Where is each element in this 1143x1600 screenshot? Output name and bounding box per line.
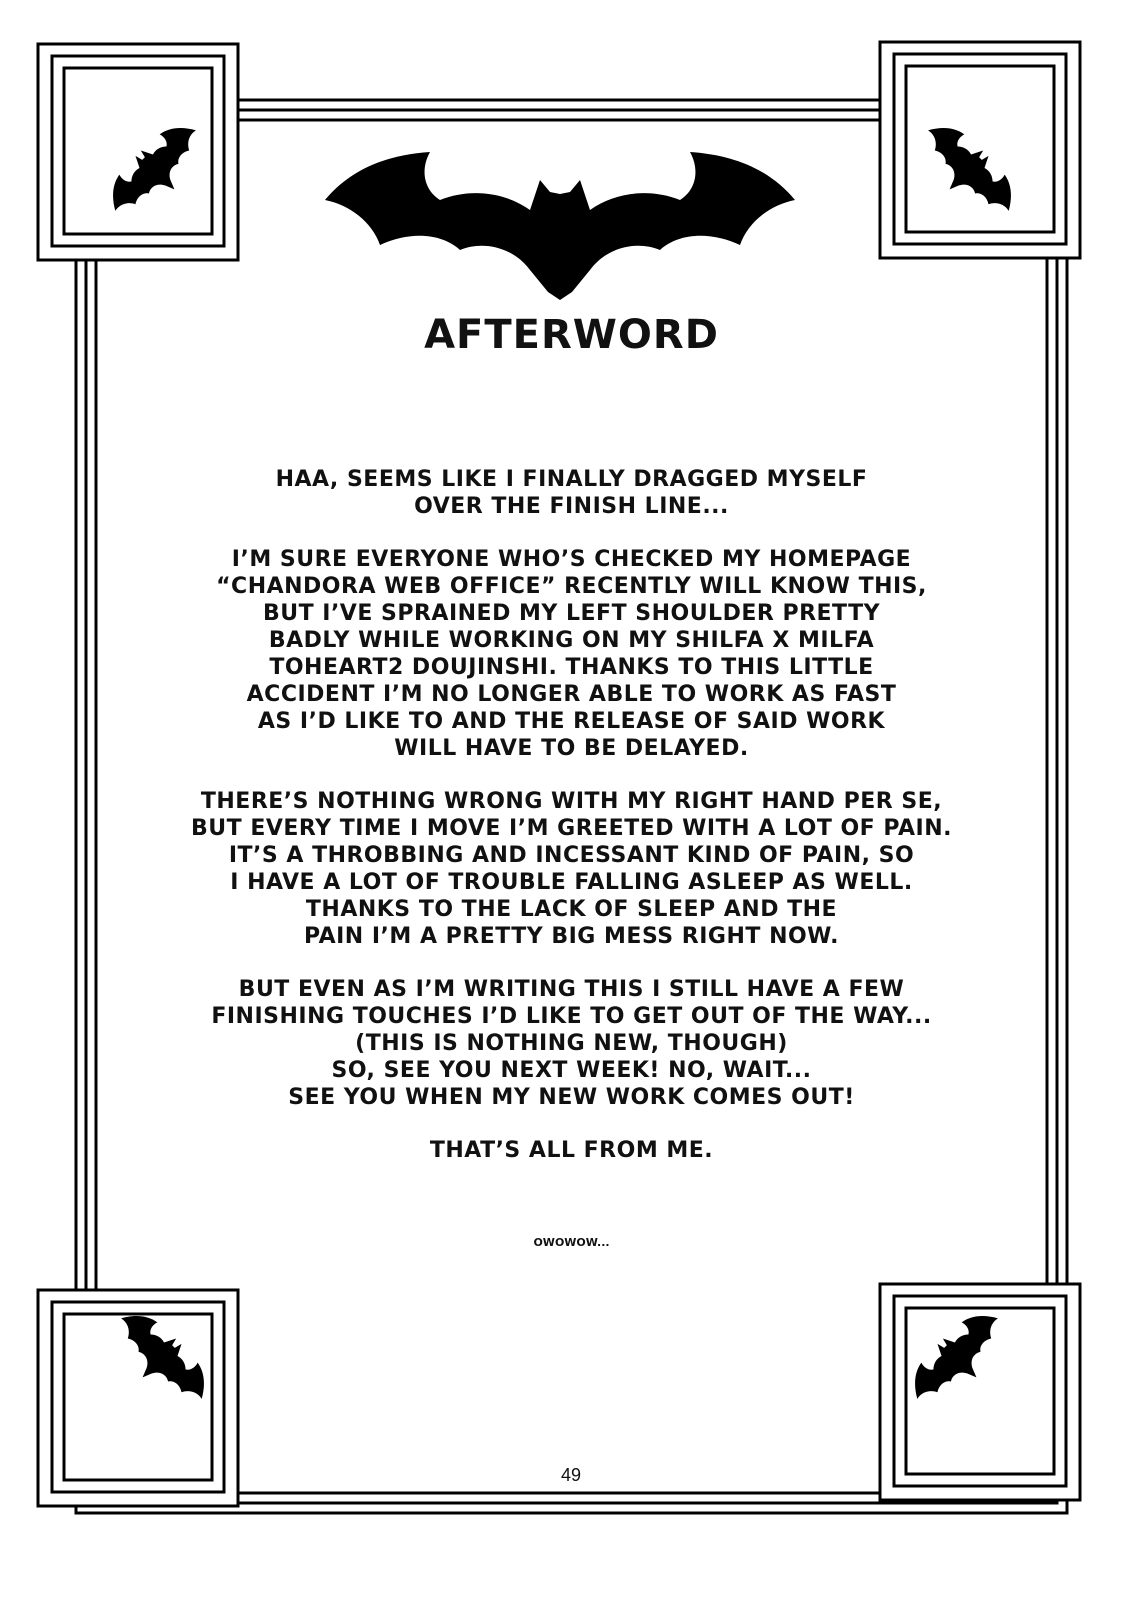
text-line: SO, SEE YOU NEXT WEEK! NO, WAIT... [331, 1058, 812, 1083]
text-line: THAT’S ALL FROM ME. [429, 1138, 714, 1163]
text-line: WILL HAVE TO BE DELAYED. [394, 736, 749, 761]
text-line: THERE’S NOTHING WRONG WITH MY RIGHT HAND PER SE, [200, 789, 943, 814]
page-number: 49 [560, 1465, 582, 1485]
text-line: BADLY WHILE WORKING ON MY SHILFA X MILFA [268, 628, 875, 653]
paragraph [150, 976, 993, 1111]
paragraph [150, 546, 993, 762]
text-line: HAA, SEEMS LIKE I FINALLY DRAGGED MYSELF [275, 467, 868, 492]
text-line: SEE YOU WHEN MY NEW WORK COMES OUT! [288, 1085, 855, 1110]
sign-off: OWOWOW... [533, 1236, 610, 1249]
text-line: BUT EVERY TIME I MOVE I’M GREETED WITH A LOT OF PAIN. [191, 816, 952, 841]
text-line: “CHANDORA WEB OFFICE” RECENTLY WILL KNOW THIS, [216, 574, 927, 599]
paragraph [150, 1137, 993, 1164]
text-line: PAIN I’M A PRETTY BIG MESS RIGHT NOW. [303, 924, 840, 949]
text-line: I’M SURE EVERYONE WHO’S CHECKED MY HOMEPAGE [231, 547, 912, 572]
text-line: BUT I’VE SPRAINED MY LEFT SHOULDER PRETTY [262, 601, 881, 626]
text-line: TOHEART2 DOUJINSHI. THANKS TO THIS LITTLE [269, 655, 874, 680]
text-line: (THIS IS NOTHING NEW, THOUGH) [355, 1031, 788, 1056]
corner-box-top-left [38, 44, 238, 260]
paragraph [150, 466, 993, 520]
paragraph [150, 788, 993, 950]
text-line: OVER THE FINISH LINE... [414, 494, 729, 519]
text-line: BUT EVEN AS I’M WRITING THIS I STILL HAVE A FEW [238, 977, 905, 1002]
text-line: AS I’D LIKE TO AND THE RELEASE OF SAID WORK [257, 709, 886, 734]
text-line: I HAVE A LOT OF TROUBLE FALLING ASLEEP AS WELL. [230, 870, 913, 895]
text-line: FINISHING TOUCHES I’D LIKE TO GET OUT OF THE WAY... [211, 1004, 932, 1029]
bat-emblem-icon [325, 152, 795, 300]
text-line: ACCIDENT I’M NO LONGER ABLE TO WORK AS FAST [246, 682, 897, 707]
page-title: AFTERWORD [424, 312, 719, 358]
corner-box-top-right [880, 42, 1080, 258]
text-line: THANKS TO THE LACK OF SLEEP AND THE [305, 897, 838, 922]
text-line: IT’S A THROBBING AND INCESSANT KIND OF PAIN, SO [228, 843, 915, 868]
afterword-body [150, 466, 993, 1190]
